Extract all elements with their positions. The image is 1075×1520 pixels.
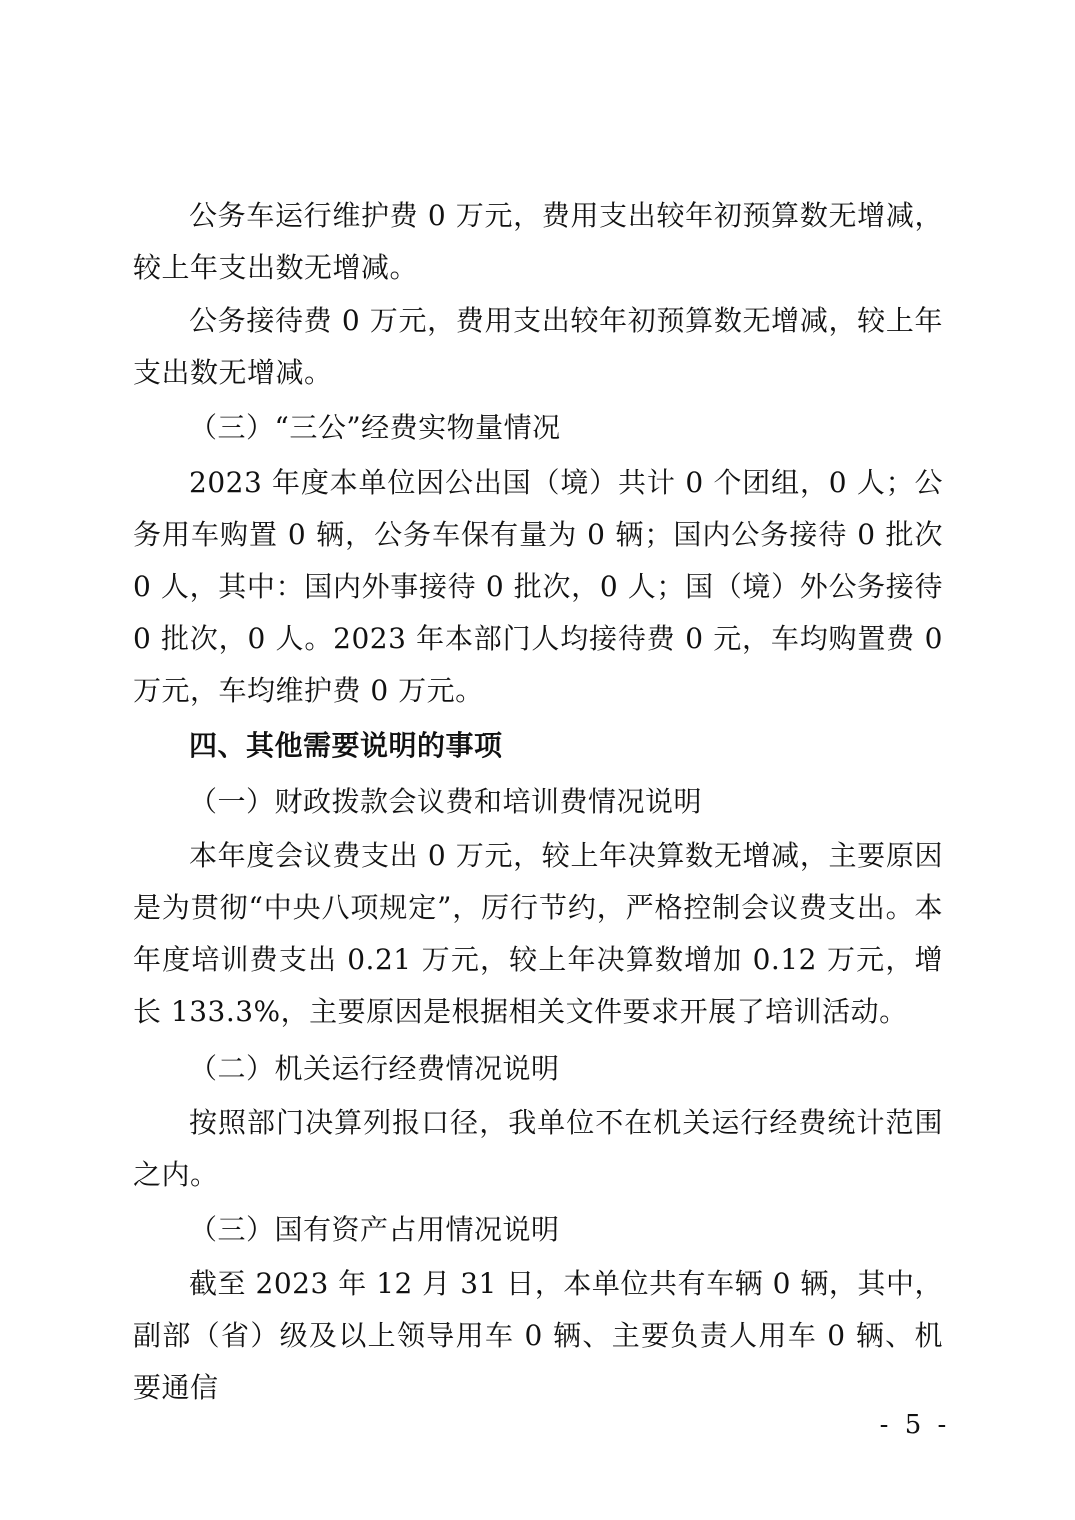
subheading-meeting-training: （一）财政拨款会议费和培训费情况说明 <box>189 785 703 818</box>
subheading-state-assets: （三）国有资产占用情况说明 <box>189 1213 560 1246</box>
paragraph-state-assets: 截至 2023 年 12 月 31 日，本单位共有车辆 0 辆，其中，副部（省）级及以上领导用车 0 辆、主要负责人用车 0 辆、机要通信 <box>133 1267 943 1404</box>
page-number: - 5 - <box>879 1410 951 1440</box>
paragraph-reception-fee: 公务接待费 0 万元，费用支出较年初预算数无增减，较上年支出数无增减。 <box>133 304 943 389</box>
paragraph-vehicle-maintenance: 公务车运行维护费 0 万元，费用支出较年初预算数无增减，较上年支出数无增减。 <box>133 199 943 284</box>
paragraph-quantity-details: 2023 年度本单位因公出国（境）共计 0 个团组，0 人；公务用车购置 0 辆，公务车保有量为 0 辆；国内公务接待 0 批次 0 人，其中：国内外事接待 0 批次，0 人；国（境）外公务接待 0 批次，0 人。2023 年本部门人均接待费 0 元，车均购置费 0 万元，车均维护费 0 万元。 <box>133 466 943 707</box>
paragraph-operating-costs: 按照部门决算列报口径，我单位不在机关运行经费统计范围之内。 <box>133 1106 943 1191</box>
subheading-operating-costs: （二）机关运行经费情况说明 <box>189 1052 560 1085</box>
section-heading-other-matters: 四、其他需要说明的事项 <box>189 729 503 762</box>
subheading-three-public-quantity: （三）“三公”经费实物量情况 <box>189 411 561 444</box>
paragraph-meeting-training: 本年度会议费支出 0 万元，较上年决算数无增减，主要原因是为贯彻“中央八项规定”，厉行节约，严格控制会议费支出。本年度培训费支出 0.21 万元，较上年决算数增加 0.12 万元，增长 133.3%，主要原因是根据相关文件要求开展了培训活动。 <box>133 839 943 1028</box>
